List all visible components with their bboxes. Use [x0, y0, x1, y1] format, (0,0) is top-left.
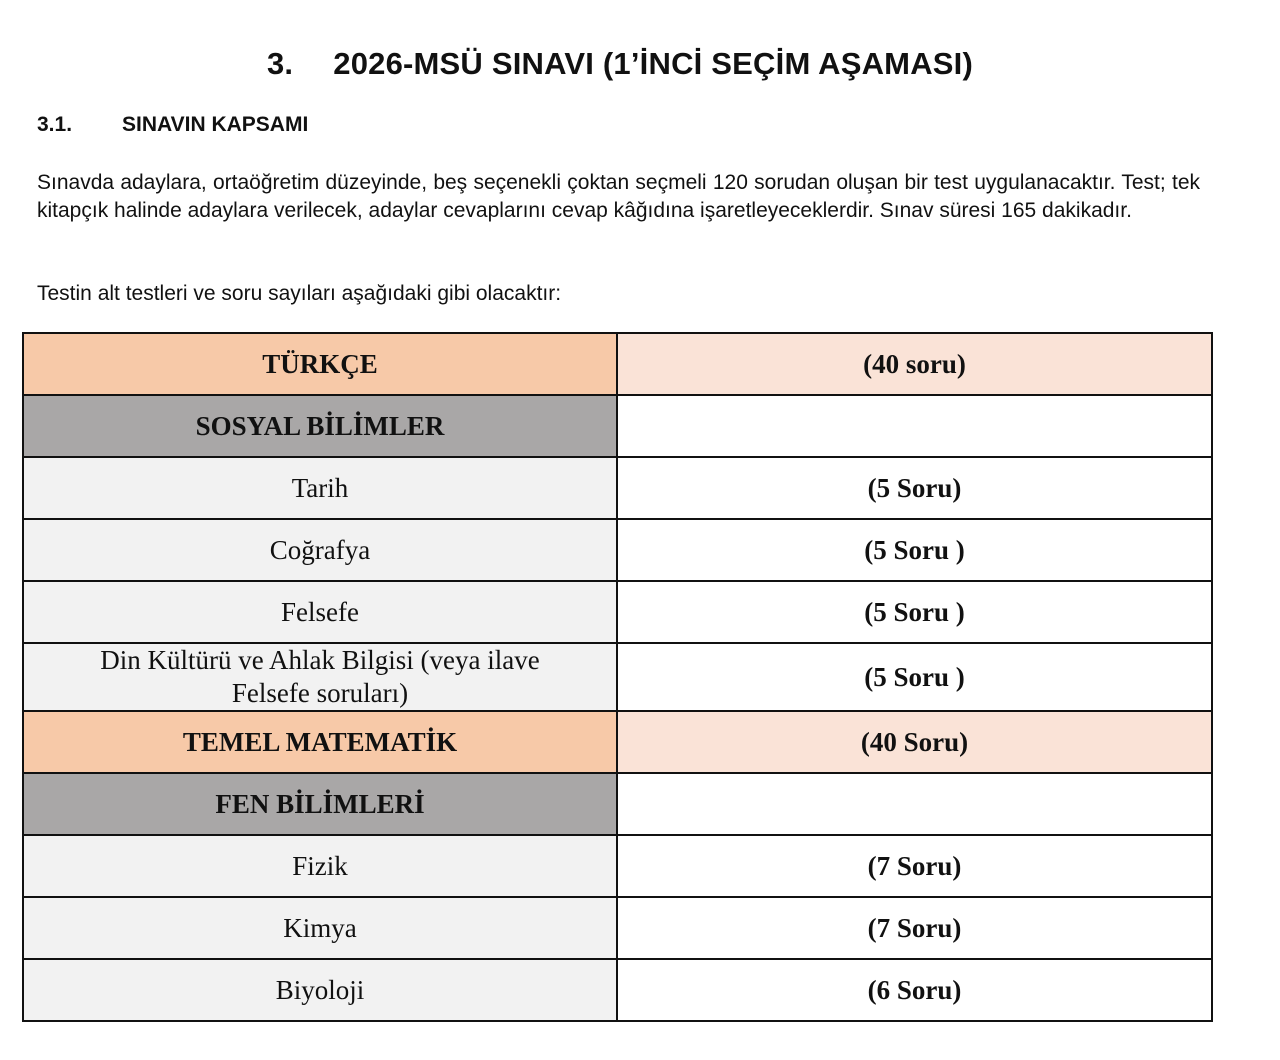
question-count-cell: (5 Soru )	[617, 643, 1212, 711]
subject-line-2: Felsefe soruları)	[231, 678, 409, 708]
subject-cell: TEMEL MATEMATİK	[23, 711, 617, 773]
subject-cell: Biyoloji	[23, 959, 617, 1021]
question-count-cell: (5 Soru )	[617, 519, 1212, 581]
question-count-cell: (6 Soru)	[617, 959, 1212, 1021]
subject-cell	[23, 643, 617, 711]
group-cell: FEN BİLİMLERİ	[23, 773, 617, 835]
subject-cell: Coğrafya	[23, 519, 617, 581]
group-cell: SOSYAL BİLİMLER	[23, 395, 617, 457]
subsection-title: SINAVIN KAPSAMI	[122, 113, 309, 136]
question-count-cell: (40 Soru)	[617, 711, 1212, 773]
question-count-cell	[617, 395, 1212, 457]
table-row-fizik	[23, 835, 1212, 897]
subject-cell: Felsefe	[23, 581, 617, 643]
subtest-table	[22, 332, 1213, 1022]
table-row-felsefe	[23, 581, 1212, 643]
table-row-kimya	[23, 897, 1212, 959]
subject-cell: Fizik	[23, 835, 617, 897]
table-row-din-kulturu	[23, 643, 1212, 711]
section-number: 3.	[266, 46, 294, 81]
question-count-cell: (5 Soru)	[617, 457, 1212, 519]
table-row-biyoloji	[23, 959, 1212, 1021]
subject-cell: TÜRKÇE	[23, 333, 617, 395]
question-count-cell	[617, 773, 1212, 835]
subject-line-1: Din Kültürü ve Ahlak Bilgisi (veya ilave	[100, 645, 540, 675]
subject-cell: Tarih	[23, 457, 617, 519]
table-row-turkce	[23, 333, 1212, 395]
table-row-fen-bilimleri	[23, 773, 1212, 835]
table-row-temel-matematik	[23, 711, 1212, 773]
table-intro-text: Testin alt testleri ve soru sayıları aşağıdaki gibi olacaktır:	[37, 282, 562, 305]
question-count-cell: (40 soru)	[617, 333, 1212, 395]
scope-paragraph: Sınavda adaylara, ortaöğretim düzeyinde, beş seçenekli çoktan seçmeli 120 sorudan oluşan bir test uygulanacaktır. Test; tek kitapçık halinde adaylara verilecek, adaylar cevaplarını cevap kâğıdına işaretleyeceklerdir. Sınav süresi 165 dakikadır.	[37, 171, 1200, 222]
table-row-tarih	[23, 457, 1212, 519]
section-heading	[0, 46, 1240, 82]
question-count-cell: (7 Soru)	[617, 897, 1212, 959]
question-count-cell: (7 Soru)	[617, 835, 1212, 897]
table-row-sosyal-bilimler	[23, 395, 1212, 457]
section-title: 2026-MSÜ SINAVI (1’İNCİ SEÇİM AŞAMASI)	[333, 46, 974, 81]
subject-cell: Kimya	[23, 897, 617, 959]
subsection-number: 3.1.	[37, 113, 73, 136]
subsection-heading	[37, 113, 308, 137]
table-row-cografya	[23, 519, 1212, 581]
question-count-cell: (5 Soru )	[617, 581, 1212, 643]
